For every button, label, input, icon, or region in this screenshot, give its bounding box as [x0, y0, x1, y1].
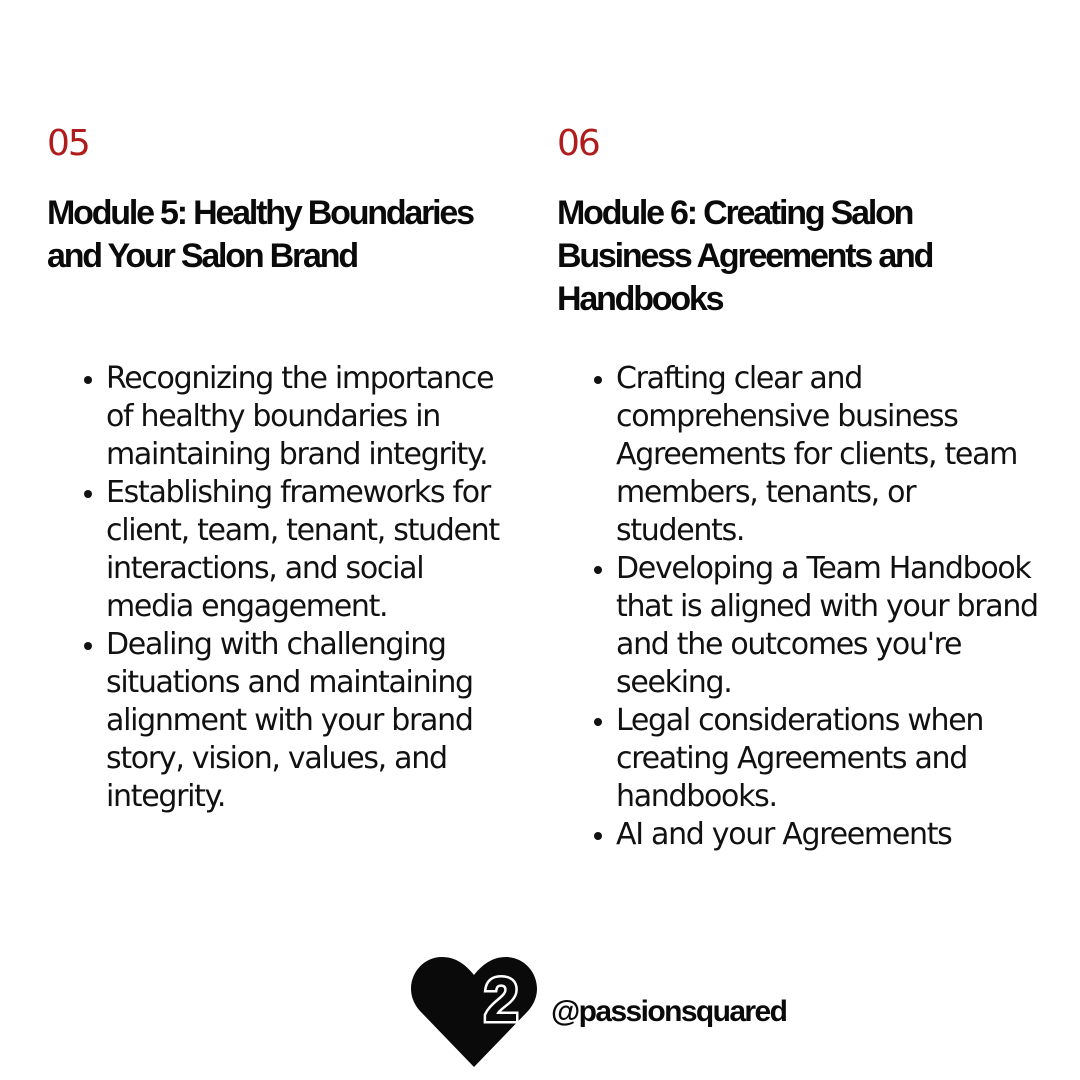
bullet-item	[84, 360, 504, 474]
bullet-item	[594, 702, 1044, 816]
bullet-dot-icon	[594, 376, 602, 384]
bullet-text: Legal considerations when creating Agreements and handbooks.	[616, 703, 984, 814]
bullet-dot-icon	[84, 376, 92, 384]
bullet-item	[594, 360, 1044, 550]
bullet-text: Developing a Team Handbook that is aligned with your brand and the outcomes you're seeking.	[616, 551, 1038, 700]
brand-footer	[410, 955, 830, 1067]
bullet-dot-icon	[84, 642, 92, 650]
bullet-item	[594, 550, 1044, 702]
module-5-section	[47, 122, 517, 814]
bullet-item	[84, 474, 504, 626]
bullet-item	[594, 816, 1044, 854]
bullet-text: AI and your Agreements	[616, 817, 952, 852]
bullet-dot-icon	[594, 566, 602, 574]
bullet-dot-icon	[594, 718, 602, 726]
module-title: Module 6: Creating Salon Business Agreements and Handbooks	[557, 194, 933, 318]
social-handle: @passionsquared	[551, 995, 787, 1028]
module-bullet-list	[594, 360, 1044, 854]
bullet-text: Establishing frameworks for client, team, tenant, student interactions, and social media engagement.	[106, 475, 499, 624]
heart-squared-logo-icon	[410, 955, 538, 1067]
module-number: 06	[557, 123, 599, 164]
module-bullet-list	[84, 360, 504, 816]
bullet-text: Recognizing the importance of healthy boundaries in maintaining brand integrity.	[106, 361, 494, 472]
bullet-text: Dealing with challenging situations and maintaining alignment with your brand story, vision, values, and integrity.	[106, 627, 473, 814]
module-title: Module 5: Healthy Boundaries and Your Salon Brand	[47, 194, 473, 275]
bullet-text: Crafting clear and comprehensive business Agreements for clients, team members, tenants, or students.	[616, 361, 1018, 548]
bullet-dot-icon	[594, 832, 602, 840]
module-6-section	[557, 122, 1038, 852]
module-number: 05	[47, 123, 89, 164]
bullet-dot-icon	[84, 490, 92, 498]
bullet-item	[84, 626, 504, 816]
logo-text: 2	[484, 966, 519, 1035]
